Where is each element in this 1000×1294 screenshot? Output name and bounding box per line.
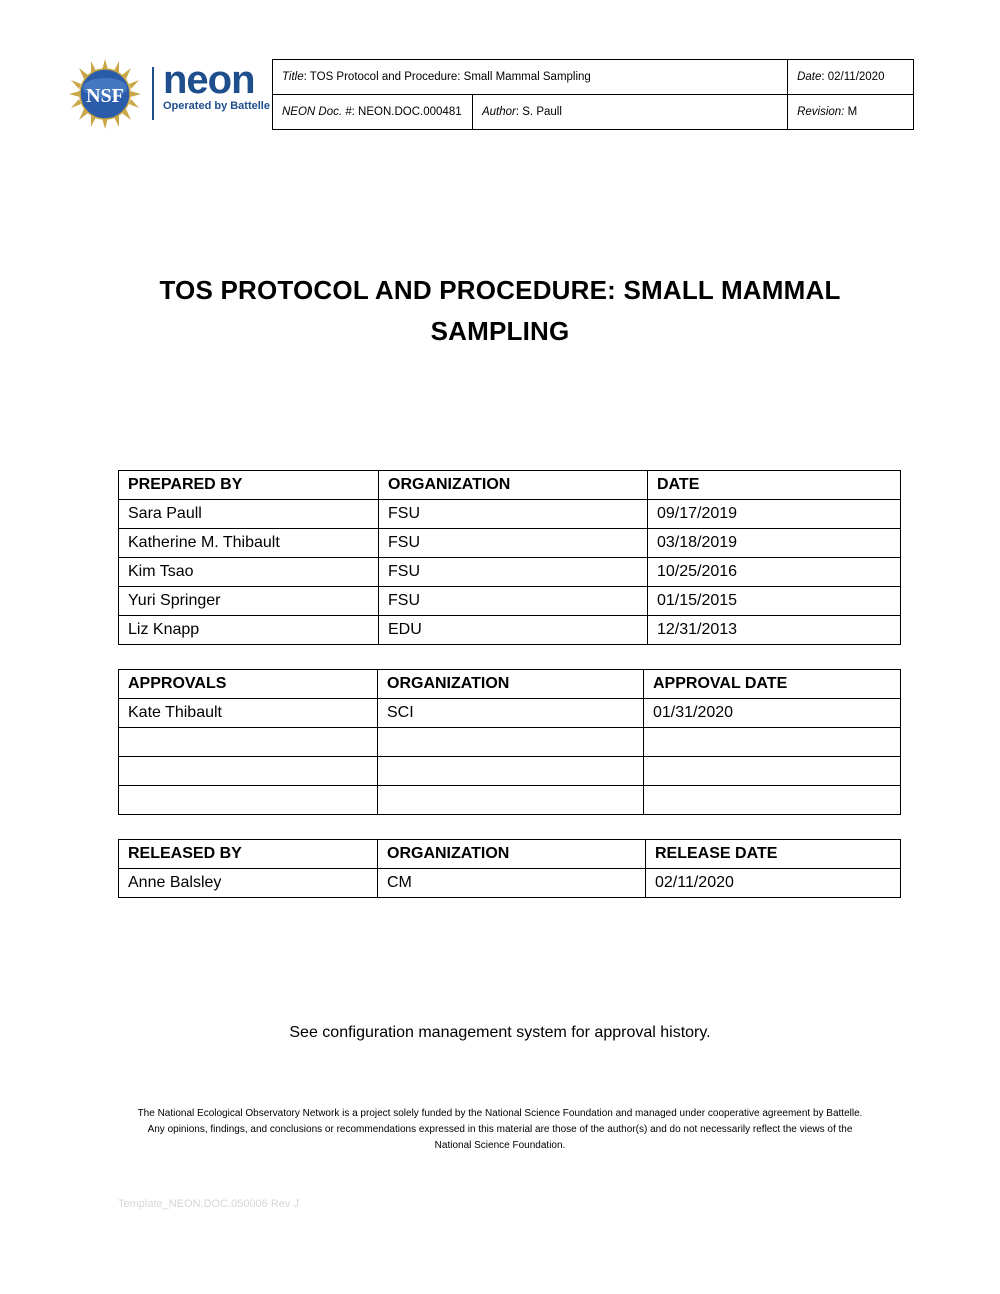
neon-logo <box>66 58 271 130</box>
preparer-organization: FSU <box>379 558 648 587</box>
author-value: : S. Paull <box>515 106 562 118</box>
table-row <box>119 587 901 616</box>
header-revision-cell <box>788 95 914 130</box>
releaser-organization: CM <box>378 869 646 898</box>
table-header: PREPARED BY <box>119 471 379 500</box>
preparer-name: Liz Knapp <box>119 616 379 645</box>
svg-text:NSF: NSF <box>86 85 124 107</box>
table-row <box>119 869 901 898</box>
document-title <box>100 270 900 352</box>
approval-history-note: See configuration management system for approval history. <box>289 1024 711 1041</box>
preparer-date: 12/31/2013 <box>648 616 901 645</box>
table-header: ORGANIZATION <box>378 670 644 699</box>
table-header: DATE <box>648 471 901 500</box>
preparer-name: Kim Tsao <box>119 558 379 587</box>
header-doc-number-cell <box>273 95 473 130</box>
table-row <box>119 757 901 786</box>
disclaimer-line-3: National Science Foundation. <box>434 1140 566 1151</box>
table-header: RELEASE DATE <box>646 840 901 869</box>
preparer-date: 09/17/2019 <box>648 500 901 529</box>
preparer-name: Yuri Springer <box>119 587 379 616</box>
preparer-organization: FSU <box>379 587 648 616</box>
table-header: APPROVAL DATE <box>644 670 901 699</box>
table-row <box>119 699 901 728</box>
released-by-table <box>118 839 901 898</box>
document-header-table <box>272 59 914 130</box>
approver-name: Kate Thibault <box>119 699 378 728</box>
table-header: APPROVALS <box>119 670 378 699</box>
header-date-cell <box>788 60 914 95</box>
table-row <box>119 529 901 558</box>
disclaimer-line-1: The National Ecological Observatory Network is a project solely funded by the National Science Foundation and managed under cooperative agreement by Battelle. <box>137 1108 863 1119</box>
approver-name <box>119 757 378 786</box>
release-date: 02/11/2020 <box>646 869 901 898</box>
approver-name <box>119 786 378 815</box>
doc-number-label: NEON Doc. # <box>282 106 352 118</box>
preparer-date: 10/25/2016 <box>648 558 901 587</box>
revision-label: Revision: <box>797 106 845 118</box>
date-label: Date <box>797 71 822 83</box>
disclaimer-line-2: Any opinions, findings, and conclusions or recommendations expressed in this material are those of the author(s) and do not necessarily reflect the views of the <box>147 1124 853 1135</box>
document-title-line-2: SAMPLING <box>430 316 570 346</box>
approval-date <box>644 786 901 815</box>
approval-date <box>644 757 901 786</box>
approvals-table <box>118 669 901 815</box>
preparer-name: Katherine M. Thibault <box>119 529 379 558</box>
template-id: Template_NEON.DOC.050006 Rev J <box>118 1198 299 1210</box>
preparer-name: Sara Paull <box>119 500 379 529</box>
table-header: ORGANIZATION <box>379 471 648 500</box>
preparer-organization: EDU <box>379 616 648 645</box>
approval-date: 01/31/2020 <box>644 699 901 728</box>
approver-name <box>119 728 378 757</box>
approver-organization <box>378 728 644 757</box>
header-author-cell <box>472 95 787 130</box>
table-row <box>119 786 901 815</box>
neon-wordmark: neon <box>163 58 255 102</box>
preparer-organization: FSU <box>379 529 648 558</box>
approver-organization <box>378 757 644 786</box>
preparer-organization: FSU <box>379 500 648 529</box>
title-value: : TOS Protocol and Procedure: Small Mammal Sampling <box>303 71 591 83</box>
table-header: RELEASED BY <box>119 840 378 869</box>
header-title-cell <box>273 60 788 95</box>
table-row <box>119 728 901 757</box>
title-label: Title <box>282 71 304 83</box>
revision-value: M <box>844 106 858 118</box>
doc-number-value: : NEON.DOC.000481 <box>351 106 462 118</box>
logo-tagline: Operated by Battelle <box>163 100 270 112</box>
approval-date <box>644 728 901 757</box>
document-title-line-1: TOS PROTOCOL AND PROCEDURE: SMALL MAMMAL <box>159 275 841 305</box>
releaser-name: Anne Balsley <box>119 869 378 898</box>
author-label: Author <box>481 106 516 118</box>
funding-disclaimer <box>100 1106 900 1154</box>
preparer-date: 01/15/2015 <box>648 587 901 616</box>
table-row <box>119 558 901 587</box>
table-row <box>119 616 901 645</box>
approver-organization: SCI <box>378 699 644 728</box>
table-row <box>119 500 901 529</box>
prepared-by-table <box>118 470 901 645</box>
date-value: : 02/11/2020 <box>821 71 885 83</box>
table-header: ORGANIZATION <box>378 840 646 869</box>
approver-organization <box>378 786 644 815</box>
preparer-date: 03/18/2019 <box>648 529 901 558</box>
